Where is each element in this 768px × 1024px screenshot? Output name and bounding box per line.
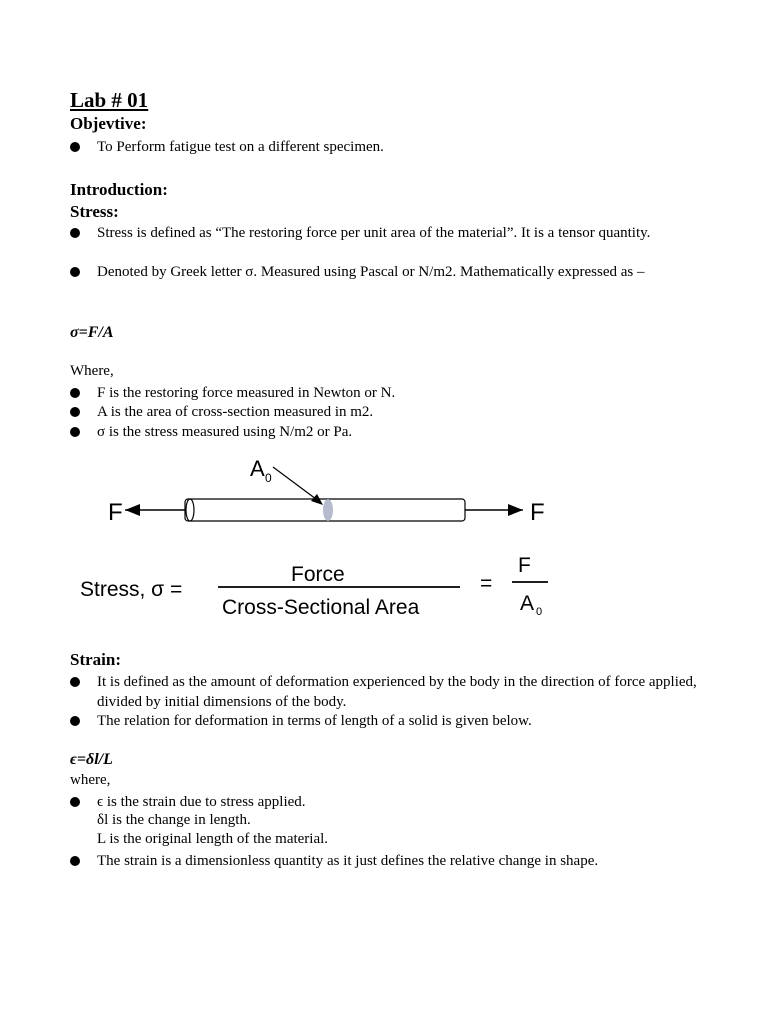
- stress-diagram: [80, 452, 580, 627]
- stress-bullet-1: Stress is defined as “The restoring force per unit area of the material”. It is a tensor quantity.: [70, 223, 710, 243]
- left-arrow-icon: [125, 504, 140, 516]
- right-force-label: F: [530, 499, 545, 526]
- strain-bullet-1: It is defined as the amount of deformation experienced by the body in the direction of force applied, divided by initial dimensions of the body.: [70, 672, 710, 712]
- strain-last-bullet: The strain is a dimensionless quantity as it just defines the relative change in shape.: [70, 851, 710, 871]
- bullet-icon: [70, 407, 80, 417]
- strain-heading: Strain:: [70, 650, 121, 669]
- where-bullet-2: A is the area of cross-section measured in m2.: [70, 402, 710, 422]
- rhs-numerator: F: [518, 554, 531, 577]
- rhs-denominator: A: [520, 592, 535, 615]
- bullet-icon: [70, 267, 80, 277]
- rhs-subscript: 0: [536, 606, 543, 618]
- stress-bullet-2: Denoted by Greek letter σ. Measured using Pascal or N/m2. Mathematically expressed as –: [70, 262, 710, 282]
- bullet-icon: [70, 797, 80, 807]
- strain-where-line-2: L is the original length of the material.: [97, 831, 329, 847]
- bullet-icon: [70, 228, 80, 238]
- bullet-icon: [70, 716, 80, 726]
- strain-where: where,: [70, 772, 111, 788]
- objective-bullet: To Perform fatigue test on a different specimen.: [70, 137, 710, 157]
- bullet-icon: [70, 677, 80, 687]
- objective-heading: Objevtive:: [70, 114, 147, 133]
- bullet-icon: [70, 856, 80, 866]
- bullet-icon: [70, 142, 80, 152]
- bullet-icon: [70, 388, 80, 398]
- area-label: A: [250, 456, 265, 481]
- lab-title: Lab # 01: [70, 88, 149, 112]
- cross-section: [323, 499, 333, 521]
- introduction-heading: Introduction:: [70, 180, 168, 199]
- where-bullet-3: σ is the stress measured using N/m2 or Pa.: [70, 422, 710, 442]
- strain-where-bullet: ϵ is the strain due to stress applied.: [70, 792, 710, 812]
- equation-numerator: Force: [291, 563, 345, 586]
- equation-denominator: Cross-Sectional Area: [222, 596, 420, 619]
- stress-heading: Stress:: [70, 202, 119, 221]
- where-bullet-1: F is the restoring force measured in Newton or N.: [70, 383, 710, 403]
- strain-where-line-1: δl is the change in length.: [97, 812, 251, 828]
- left-force-label: F: [108, 499, 123, 526]
- area-subscript: 0: [265, 471, 272, 485]
- equation-equals: =: [480, 572, 493, 595]
- strain-formula: ϵ=δl/L: [70, 751, 113, 768]
- strain-bullet-2: The relation for deformation in terms of length of a solid is given below.: [70, 711, 710, 731]
- bullet-icon: [70, 427, 80, 437]
- equation-lhs: Stress, σ =: [80, 578, 183, 601]
- stress-formula: σ=F/A: [70, 324, 114, 341]
- area-pointer: [273, 467, 320, 502]
- stress-where: Where,: [70, 363, 114, 379]
- right-arrow-icon: [508, 504, 523, 516]
